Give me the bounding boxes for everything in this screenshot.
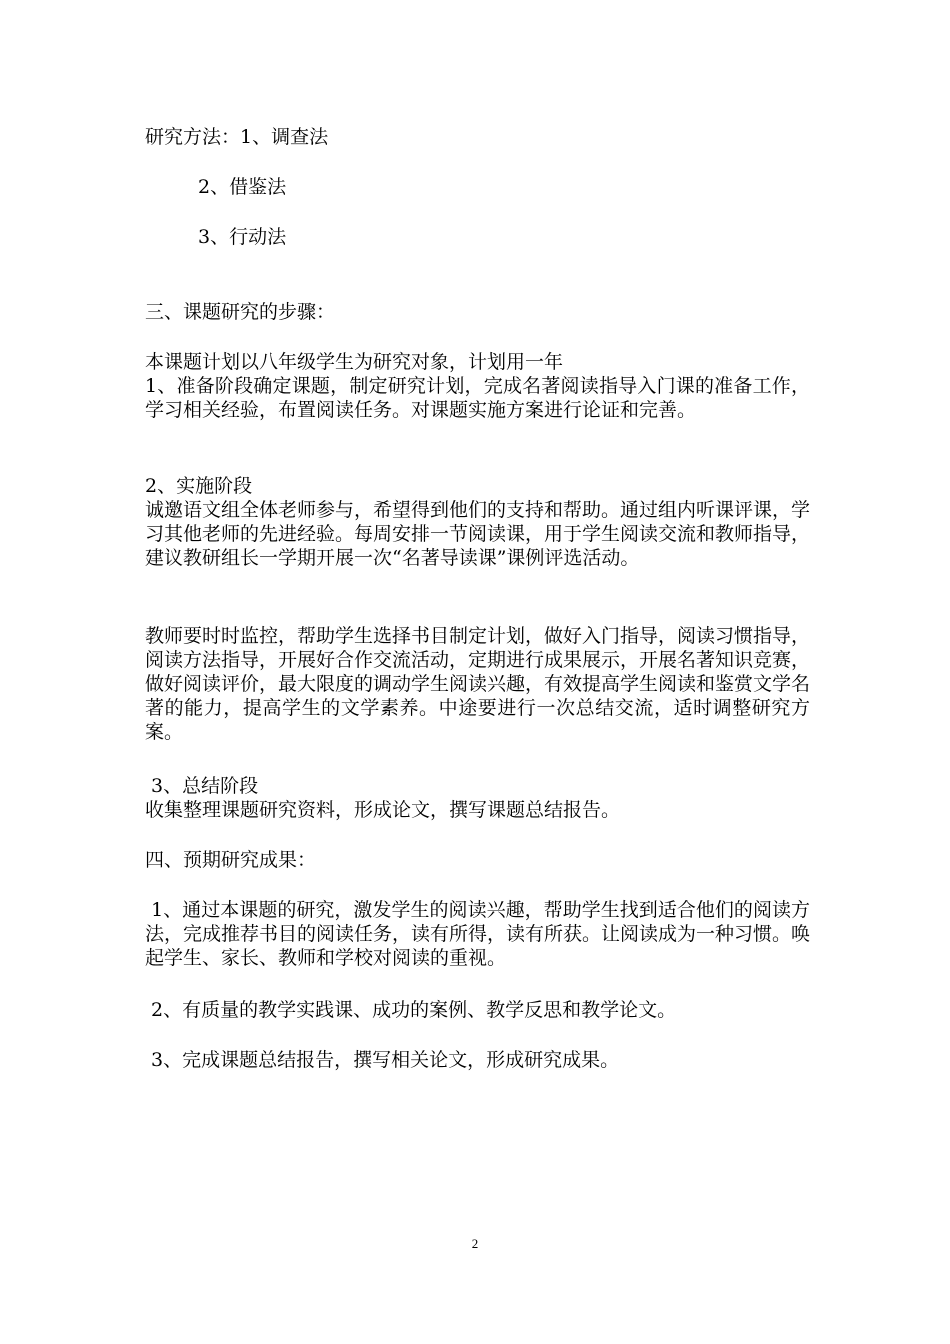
result-2-paragraph: 2、有质量的教学实践课、成功的案例、教学反思和教学论文。 <box>145 999 677 1021</box>
step-2-paragraph-2: 教师要时时监控，帮助学生选择书目制定计划，做好入门指导，阅读习惯指导，阅读方法指导，开展好合作交流活动，定期进行成果展示，开展名著知识竞赛，做好阅读评价，最大限度的调动学生阅读兴趣，有效提高学生阅读和鉴赏文学名著的能力，提高学生的文学素养。中途要进行一次总结交流，适时调整研究方案。 <box>145 625 811 743</box>
step-3-title: 3、总结阶段 <box>145 775 259 797</box>
result-3-paragraph: 3、完成课题总结报告，撰写相关论文，形成研究成果。 <box>145 1049 620 1071</box>
step-2-paragraph: 诚邀语文组全体老师参与，希望得到他们的支持和帮助。通过组内听课评课，学习其他老师的先进经验。每周安排一节阅读课，用于学生阅读交流和教师指导，建议教研组长一学期开展一次“名著导读课”课例评选活动。 <box>145 499 811 569</box>
section-3-title: 三、课题研究的步骤： <box>145 301 336 323</box>
methods-heading: 研究方法：1、调查法 <box>145 126 329 148</box>
section-4-title: 四、预期研究成果： <box>145 849 317 871</box>
result-1-paragraph: 1、通过本课题的研究，激发学生的阅读兴趣，帮助学生找到适合他们的阅读方法，完成推荐书目的阅读任务，读有所得，读有所获。让阅读成为一种习惯。唤起学生、家长、教师和学校对阅读的重视。 <box>145 899 811 969</box>
section-3-intro: 本课题计划以八年级学生为研究对象，计划用一年 <box>145 351 564 373</box>
step-3-paragraph: 收集整理课题研究资料，形成论文，撰写课题总结报告。 <box>145 799 621 821</box>
method-item-3: 3、行动法 <box>198 226 287 248</box>
step-1-paragraph: 1、准备阶段确定课题，制定研究计划，完成名著阅读指导入门课的准备工作，学习相关经验，布置阅读任务。对课题实施方案进行论证和完善。 <box>145 375 810 421</box>
method-item-2: 2、借鉴法 <box>198 176 287 198</box>
page-number: 2 <box>471 1236 479 1251</box>
step-2-title: 2、实施阶段 <box>145 475 253 497</box>
